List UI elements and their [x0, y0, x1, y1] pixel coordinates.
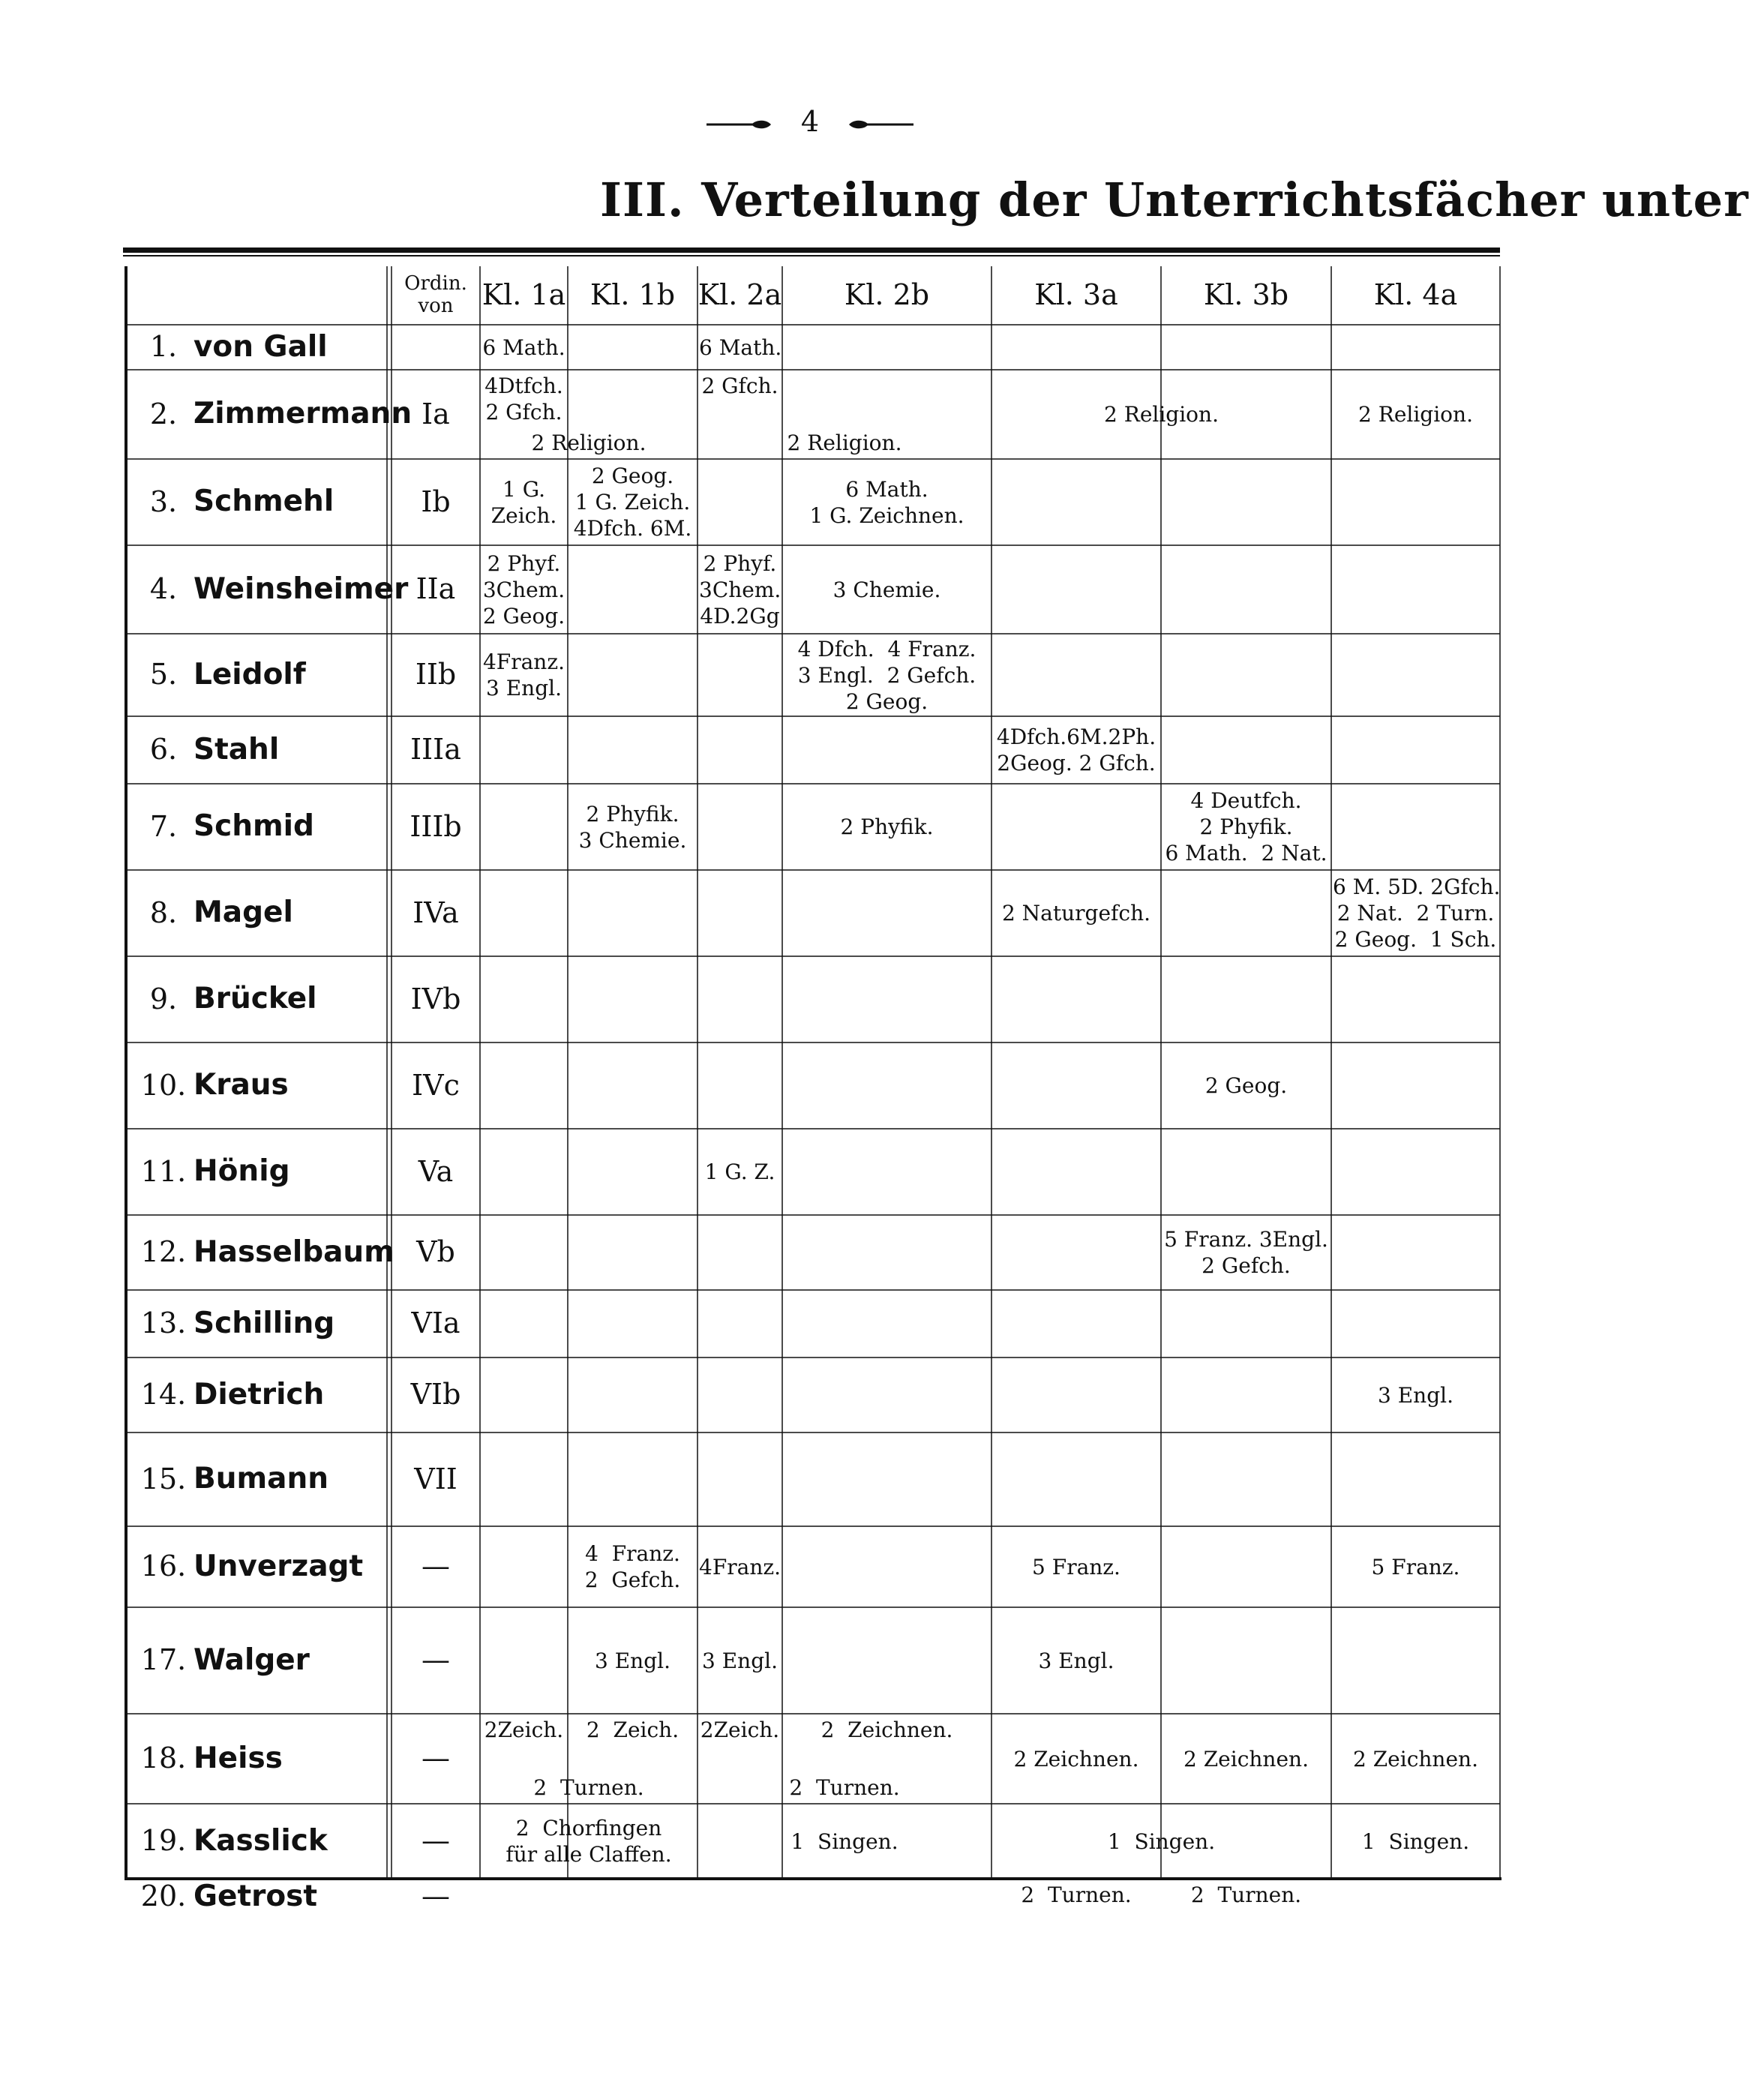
teacher-name: Brückel — [194, 982, 317, 1016]
header-k2b: Kl. 2b — [844, 278, 930, 312]
subject-entry: 6 M. 5D. 2Gfch. 2 Nat. 2 Turn. 2 Geog. 1 Sch. — [1333, 874, 1501, 952]
subject-entry: 2 Turnen. — [533, 1775, 644, 1800]
ordinarius: Vb — [416, 1235, 455, 1269]
ordinarius: IVb — [410, 982, 461, 1016]
subject-entry: 5 Franz. — [1371, 1554, 1460, 1580]
subject-entry: 6 Math. — [482, 334, 566, 360]
header-k3b: Kl. 3b — [1203, 278, 1289, 312]
subject-entry: 6 Math. — [699, 334, 782, 360]
subject-entry: 2 Religion. — [531, 430, 646, 455]
ordinarius: — — [422, 1824, 450, 1858]
ordinarius: — — [422, 1643, 450, 1677]
row-number: 17. — [140, 1643, 187, 1677]
subject-entry: 2 Zeichnen. — [820, 1718, 953, 1742]
page-title: III. Verteilung der Unterrichtsfächer unter — [600, 172, 1749, 227]
subject-entry: 2 Turnen. — [789, 1775, 900, 1800]
subject-entry: 4Dtfch. 2 Gfch. — [484, 374, 563, 424]
ordinarius: IIIa — [410, 733, 461, 766]
ordinarius: — — [422, 1880, 450, 1912]
ordinarius: IVa — [412, 896, 459, 929]
row-number: 2. — [149, 397, 178, 430]
subject-entry: 6 Math. 1 G. Zeichnen. — [809, 476, 964, 528]
subject-entry: 2 Zeich. — [586, 1718, 680, 1742]
subject-entry: 2 Zeichnen. — [1184, 1746, 1309, 1772]
subject-entry: 3 Engl. — [595, 1648, 670, 1673]
row-number: 12. — [140, 1235, 187, 1269]
ordinarius: VIb — [410, 1378, 461, 1412]
ordinarius: IIa — [416, 572, 456, 606]
row-number: 16. — [140, 1550, 187, 1583]
row-number: 6. — [149, 733, 178, 766]
row-number: 7. — [149, 809, 178, 843]
teacher-name: von Gall — [194, 329, 328, 364]
subject-entry: 4Franz. — [699, 1554, 782, 1580]
teacher-name: Hönig — [194, 1154, 290, 1189]
row-number: 13. — [140, 1306, 187, 1340]
row-number: 8. — [149, 896, 178, 929]
row-number: 15. — [140, 1462, 187, 1496]
subject-entry: 2Zeich. — [700, 1718, 780, 1742]
ordinarius: — — [422, 1742, 450, 1775]
row-number: 14. — [140, 1378, 187, 1412]
teacher-name: Unverzagt — [194, 1549, 364, 1583]
header-k4a: Kl. 4a — [1373, 278, 1458, 312]
teacher-name: Hasselbaum — [194, 1234, 394, 1269]
page-number-text: 4 — [800, 105, 820, 138]
teacher-name: Leidolf — [194, 657, 306, 692]
subject-entry: 3 Chemie. — [832, 577, 941, 602]
subject-entry: 2 Naturgefch. — [1001, 901, 1151, 926]
teacher-name: Heiss — [194, 1741, 283, 1775]
subject-entry: 4Dfch.6M.2Ph. 2Geog. 2 Gfch. — [996, 724, 1156, 776]
teacher-name: Schmid — [194, 809, 314, 844]
subject-entry: 2 Turnen. — [1190, 1882, 1302, 1907]
subject-entry: 5 Franz. — [1032, 1554, 1120, 1580]
subject-entry: 1 G. Zeich. — [490, 476, 557, 528]
ordinarius: — — [422, 1550, 450, 1583]
subject-entry: 4Franz. 3 Engl. — [482, 650, 565, 700]
teacher-name: Bumann — [194, 1462, 328, 1496]
header-ordin: Ordin. von — [404, 272, 467, 317]
header-k1b: Kl. 1b — [590, 278, 676, 312]
row-number: 5. — [149, 658, 178, 692]
header-k3a: Kl. 3a — [1034, 278, 1118, 312]
ordinarius: VII — [414, 1462, 458, 1496]
ordinarius: VIa — [411, 1306, 460, 1340]
row-number: 1. — [149, 330, 178, 364]
subject-entry: 4 Deutfch. 2 Phyfik. 6 Math. 2 Nat. — [1165, 788, 1328, 866]
ordinarius: IIb — [415, 658, 457, 692]
teacher-name: Schmehl — [194, 484, 334, 519]
subject-entry: 2 Phyf. 3Chem. 4D.2Gg — [699, 550, 782, 628]
subject-entry: 2 Chorfingen für alle Claffen. — [506, 1816, 672, 1867]
subject-entry: 1 Singen. — [790, 1828, 898, 1854]
header-k1a: Kl. 1a — [482, 278, 566, 312]
subject-entry: 1 G. Z. — [704, 1160, 776, 1184]
ordinarius: IVc — [412, 1068, 460, 1102]
row-number: 11. — [140, 1154, 187, 1188]
row-number: 9. — [149, 982, 178, 1016]
subject-entry: 2Zeich. — [484, 1718, 564, 1742]
teacher-name: Zimmermann — [194, 397, 412, 431]
subject-entry: 3 Engl. — [1038, 1648, 1114, 1673]
ordinarius — [392, 325, 480, 370]
subject-entry: 2 Religion. — [1104, 402, 1219, 427]
row-number: 3. — [149, 484, 178, 518]
subject-entry: 2 Geog. 1 G. Zeich. 4Dfch. 6M. — [573, 464, 692, 541]
subject-entry: 3 Engl. — [1378, 1382, 1454, 1408]
subject-entry: 1 Singen. — [1361, 1828, 1470, 1854]
teacher-name: Dietrich — [194, 1377, 325, 1412]
ordinarius: Ib — [421, 484, 451, 518]
row-number: 20. — [140, 1880, 187, 1912]
row-number: 19. — [140, 1824, 187, 1858]
header-k2a: Kl. 2a — [698, 278, 782, 312]
subject-entry: 2 Phyf. 3Chem. 2 Geog. — [482, 550, 566, 628]
subject-entry: 2 Gfch. — [701, 374, 778, 398]
row-number: 18. — [140, 1742, 187, 1775]
subject-entry: 2 Zeichnen. — [1013, 1746, 1139, 1772]
subject-entry: 2 Turnen. — [1021, 1882, 1132, 1907]
subject-entry: 1 Singen. — [1107, 1828, 1216, 1854]
ordinarius: Ia — [422, 397, 450, 430]
subject-entry: 4 Dfch. 4 Franz. 3 Engl. 2 Gefch. 2 Geog. — [797, 636, 976, 714]
teacher-name: Magel — [194, 896, 293, 930]
row-number: 10. — [140, 1068, 187, 1102]
subject-entry: 2 Religion. — [1358, 402, 1473, 427]
subject-entry: 2 Phyfik. — [840, 814, 934, 839]
teacher-name: Kasslick — [194, 1823, 328, 1858]
teacher-name: Walger — [194, 1642, 310, 1677]
teacher-name: Weinsheimer — [194, 572, 409, 606]
row-number: 4. — [149, 572, 178, 606]
teacher-name: Schilling — [194, 1306, 335, 1340]
ordinarius: Va — [418, 1154, 454, 1188]
subject-entry: 2 Zeichnen. — [1353, 1746, 1478, 1772]
teacher-name: Stahl — [194, 732, 280, 766]
subject-entry: 2 Phyfik. 3 Chemie. — [578, 801, 687, 853]
subject-entry: 4 Franz. 2 Gefch. — [584, 1541, 681, 1592]
subject-entry: 2 Geog. — [1204, 1073, 1288, 1098]
teacher-name: Getrost — [194, 1880, 317, 1913]
subject-entry: 2 Religion. — [787, 430, 902, 455]
subject-entry: 5 Franz. 3Engl. 2 Gefch. — [1164, 1227, 1328, 1278]
teacher-name: Kraus — [194, 1068, 289, 1102]
ordinarius: IIIb — [410, 809, 462, 843]
subject-entry: 3 Engl. — [702, 1648, 778, 1673]
